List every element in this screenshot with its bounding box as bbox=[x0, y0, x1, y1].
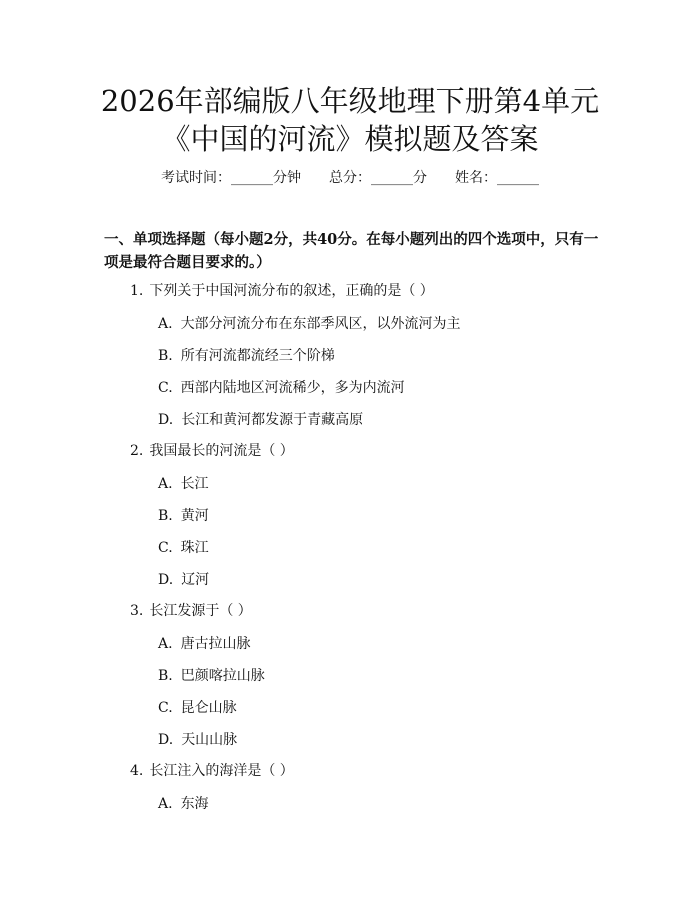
question-2-option-c bbox=[158, 538, 209, 558]
option-letter: D. bbox=[158, 412, 174, 428]
question-3-option-a bbox=[158, 634, 251, 654]
question-2-option-b bbox=[158, 506, 209, 526]
question-3-option-b bbox=[158, 666, 265, 686]
option-letter: A. bbox=[158, 796, 173, 812]
option-letter: D. bbox=[158, 572, 174, 588]
question-4 bbox=[130, 761, 294, 781]
question-number: 4. bbox=[130, 763, 144, 779]
option-letter: C. bbox=[158, 540, 173, 556]
question-3 bbox=[130, 601, 252, 621]
question-4-option-a bbox=[158, 794, 209, 814]
option-text: 西部内陆地区河流稀少，多为内流河 bbox=[180, 380, 405, 396]
question-number: 3. bbox=[130, 603, 144, 619]
question-text: 长江发源于（ ） bbox=[149, 603, 252, 619]
student-name-field: 姓名：______ bbox=[455, 170, 539, 186]
question-number: 2. bbox=[130, 443, 144, 459]
question-text: 长江注入的海洋是（ ） bbox=[149, 763, 294, 779]
question-1-option-d bbox=[158, 410, 363, 430]
document-title: 2026年部编版八年级地理下册第4单元《中国的河流》模拟题及答案 bbox=[100, 84, 600, 156]
question-3-option-d bbox=[158, 730, 237, 750]
question-2 bbox=[130, 441, 294, 461]
question-1-option-a bbox=[158, 314, 461, 334]
question-3-option-c bbox=[158, 698, 237, 718]
option-text: 大部分河流分布在东部季风区，以外流河为主 bbox=[180, 316, 461, 332]
option-letter: C. bbox=[158, 700, 173, 716]
option-text: 珠江 bbox=[180, 540, 209, 556]
option-letter: B. bbox=[158, 508, 173, 524]
question-2-option-d bbox=[158, 570, 209, 590]
option-letter: A. bbox=[158, 476, 173, 492]
option-text: 东海 bbox=[180, 796, 209, 812]
option-text: 长江 bbox=[180, 476, 209, 492]
option-letter: A. bbox=[158, 316, 173, 332]
option-text: 辽河 bbox=[181, 572, 210, 588]
total-score-field: 总分：______分 bbox=[329, 170, 427, 186]
option-text: 昆仑山脉 bbox=[180, 700, 237, 716]
question-number: 1. bbox=[130, 283, 144, 299]
option-letter: B. bbox=[158, 668, 173, 684]
option-letter: D. bbox=[158, 732, 174, 748]
section-heading: 一、单项选择题（每小题2分，共40分。在每小题列出的四个选项中，只有一项是最符合题目要求的。） bbox=[104, 231, 599, 271]
question-2-option-a bbox=[158, 474, 209, 494]
option-letter: B. bbox=[158, 348, 173, 364]
question-1-option-c bbox=[158, 378, 405, 398]
question-1 bbox=[130, 281, 434, 301]
option-text: 长江和黄河都发源于青藏高原 bbox=[181, 412, 364, 428]
option-text: 唐古拉山脉 bbox=[180, 636, 251, 652]
option-text: 黄河 bbox=[180, 508, 209, 524]
option-text: 巴颜喀拉山脉 bbox=[180, 668, 265, 684]
question-text: 我国最长的河流是（ ） bbox=[149, 443, 294, 459]
question-1-option-b bbox=[158, 346, 335, 366]
option-text: 天山山脉 bbox=[181, 732, 238, 748]
exam-time-field: 考试时间：______分钟 bbox=[161, 170, 301, 186]
option-letter: C. bbox=[158, 380, 173, 396]
exam-info-line bbox=[0, 168, 700, 188]
option-letter: A. bbox=[158, 636, 173, 652]
option-text: 所有河流都流经三个阶梯 bbox=[180, 348, 335, 364]
question-text: 下列关于中国河流分布的叙述，正确的是（ ） bbox=[149, 283, 434, 299]
